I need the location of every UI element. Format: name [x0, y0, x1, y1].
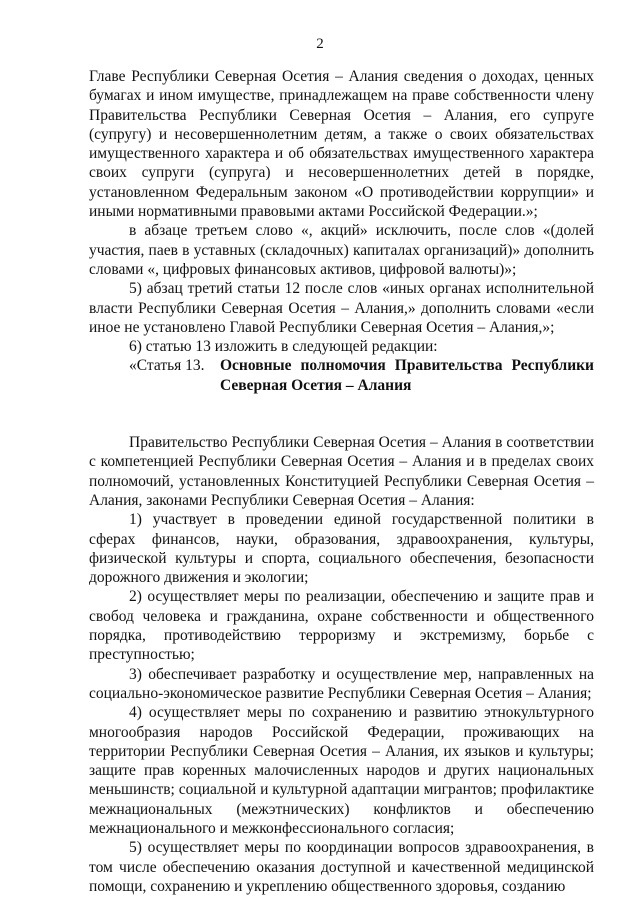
article-heading [89, 356, 594, 395]
article-number: «Статья 13. [129, 357, 205, 375]
list-item-4: 4) осуществляет меры по сохранению и развитию этнокультурного многообразия народов Российской Федерации, проживающих на территории Республики Северная Осетия – Алания, их языков и культуры; защите прав коренных малочисленных народов и других национальных меньшинств; социальной и культурной адаптации мигрантов; профилактике межнациональных (межэтнических) конфликтов и обеспечению межнационального и межконфессионального согласия; [89, 704, 594, 837]
list-item-3: 3) обеспечивает разработку и осуществление мер, направленных на социально-экономическое развитие Республики Северная Осетия – Алания; [89, 665, 594, 702]
paragraph-amendment-shares: в абзаце третьем слово «, акций» исключить, после слов «(долей участия, паев в уставных (складочных) капиталах организаций)» дополнить словами «, цифровых финансовых активов, цифровой валюты)»; [89, 222, 594, 278]
list-item-1: 1) участвует в проведении единой государственной политики в сферах финансов, науки, образования, здравоохранения, культуры, физической культуры и спорта, социального обеспечения, безопасности дорожного движения и экологии; [89, 511, 594, 587]
paragraph-continuation: Главе Республики Северная Осетия – Алания сведения о доходах, ценных бумагах и ином имуществе, принадлежащем на праве собственности члену Правительства Республики Северная Осетия – Алания, его супруге (супругу) и несовершеннолетним детям, а также о своих обязательствах имущественного характера и об обязательствах имущественного характера своих супруги (супруга) и несовершеннолетних детей в порядке, установленном Федеральным законом «О противодействии коррупции» и иными нормативными правовыми актами Российской Федерации.»; [89, 68, 594, 221]
paragraph-preamble: Правительство Республики Северная Осетия – Алания в соответствии с компетенцией Республики Северная Осетия – Алания и в пределах своих полномочий, установленных Конституцией Республики Северная Осетия – Алания, законами Республики Северная Осетия – Алания: [89, 434, 594, 509]
document-body [89, 67, 594, 896]
list-item-5: 5) осуществляет меры по координации вопросов здравоохранения, в том числе обеспечению оказания доступной и качественной медицинской помощи, сохранению и укреплению общественного здоровья, созданию [89, 839, 594, 895]
paragraph-amendment-article-12: 5) абзац третий статьи 12 после слов «иных органах исполнительной власти Республики Северная Осетия – Алания,» дополнить словами «если иное не установлено Главой Республики Северная Осетия – Алания,»; [89, 280, 594, 336]
article-title: Основные полномочия Правительства Республики Северная Осетия – Алания [220, 357, 594, 394]
paragraph-amendment-article-13: 6) статью 13 изложить в следующей редакции: [129, 338, 438, 356]
section-spacer [89, 395, 594, 433]
list-item-2: 2) осуществляет меры по реализации, обеспечению и защите прав и свобод человека и гражданина, охране собственности и общественного порядка, противодействию терроризму и экстремизму, борьбе с преступностью; [89, 588, 594, 664]
page-number: 2 [316, 36, 324, 52]
